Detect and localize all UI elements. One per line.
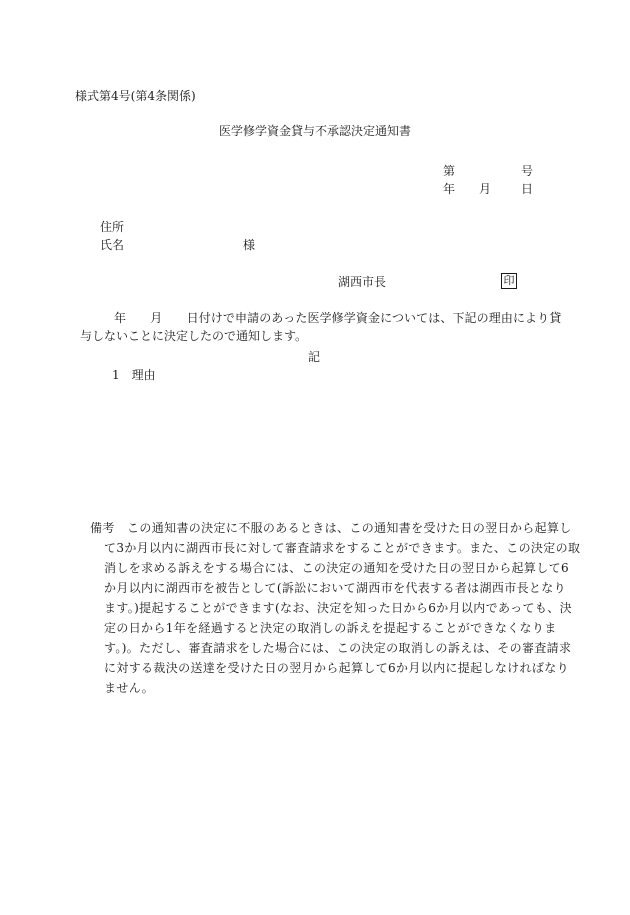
number-prefix: 第 xyxy=(443,164,456,178)
reason-item: 1 理由 xyxy=(112,368,156,382)
remarks-line: に対する裁決の送達を受けた日の翌月から起算して6か月以内に提起しなければなり xyxy=(104,661,569,675)
remarks-line: か月以内に湖西市を被告として(訴訟において湖西市を代表する者は湖西市長となり xyxy=(104,581,566,595)
seal-mark: 印 xyxy=(501,273,517,289)
ki-heading: 記 xyxy=(308,350,321,364)
date-month: 月 xyxy=(479,182,492,196)
body-line: 与しないことに決定したので通知します。 xyxy=(80,329,308,343)
remarks-section xyxy=(90,518,581,698)
issuer-name: 湖西市長 xyxy=(338,275,387,289)
remarks-line: 定の日から1年を経過すると決定の取消しの訴えを提起することができなくなりま xyxy=(104,621,557,635)
honorific: 様 xyxy=(243,238,256,252)
remarks-line: て3か月以内に湖西市長に対して審査請求をすることができます。また、この決定の取 xyxy=(104,541,581,555)
address-label: 住所 xyxy=(100,220,125,234)
date-year: 年 xyxy=(443,182,456,196)
remarks-line: ます。)提起することができます(なお、決定を知った日から6か月以内であっても、決 xyxy=(104,601,572,615)
document-title: 医学修学資金貸与不承認決定通知書 xyxy=(218,124,411,138)
body-paragraph xyxy=(80,309,562,345)
form-label: 様式第4号(第4条関係) xyxy=(75,89,196,103)
date-day: 日 xyxy=(520,182,533,196)
number-suffix: 号 xyxy=(520,164,533,178)
remarks-line: ません。 xyxy=(104,681,155,695)
document-date xyxy=(443,181,533,197)
body-line: 年 月 日付けで申請のあった医学修学資金については、下記の理由により貸 xyxy=(114,311,562,325)
remarks-line: 消しを求める訴えをする場合には、この決定の通知を受けた日の翌日から起算して6 xyxy=(104,561,569,575)
remarks-line: 備考 この通知書の決定に不服のあるときは、この通知書を受けた日の翌日から起算し xyxy=(90,521,572,535)
name-label: 氏名 xyxy=(100,238,125,252)
remarks-line: す。)。ただし、審査請求をした場合には、この決定の取消しの訴えは、その審査請求 xyxy=(104,641,572,655)
document-number xyxy=(443,163,533,179)
